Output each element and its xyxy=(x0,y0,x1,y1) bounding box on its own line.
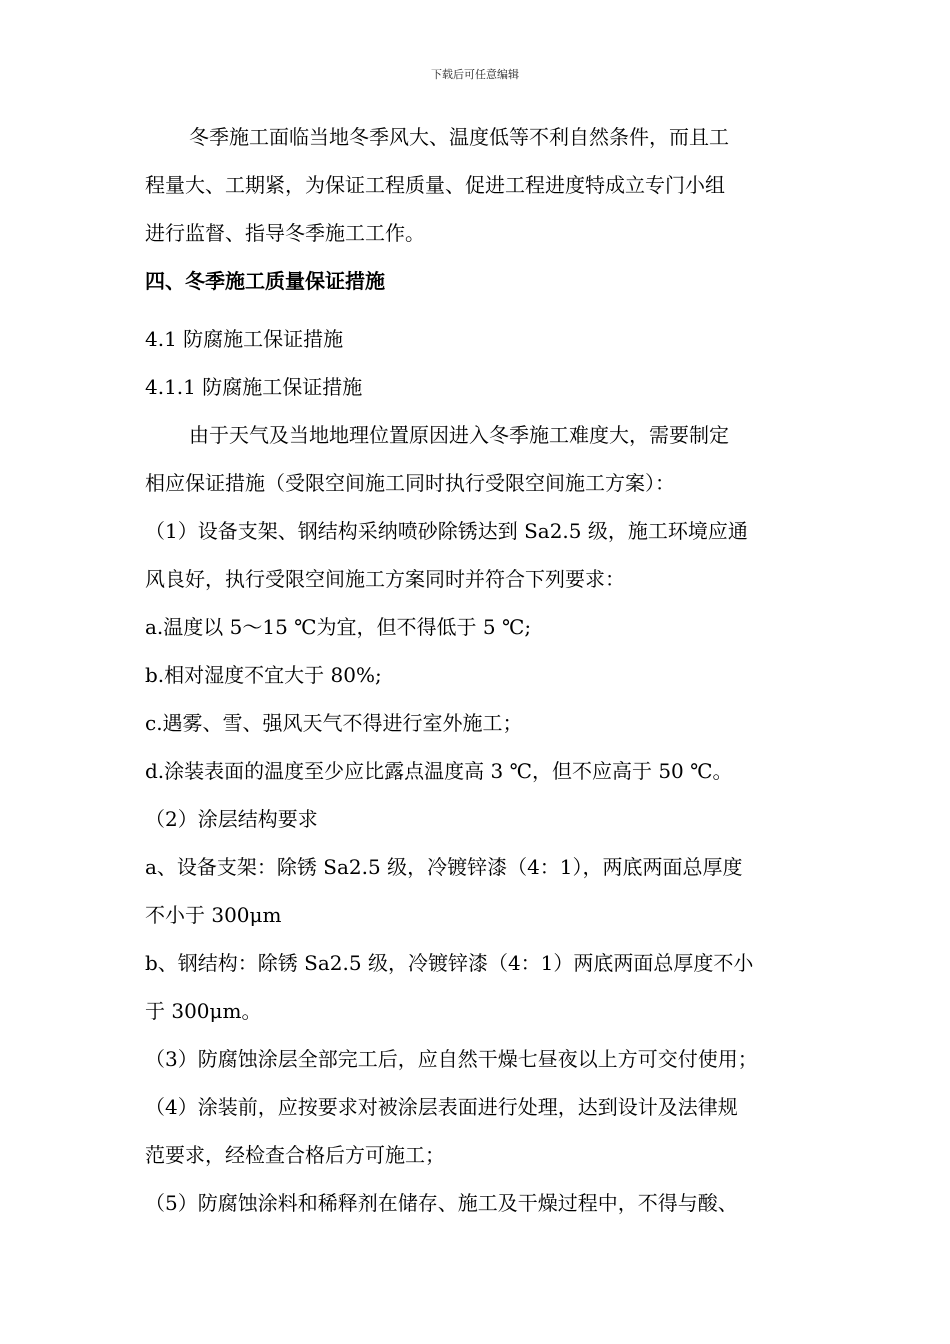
list-item: a.温度以 5～15 ℃为宜，但不得低于 5 ℃; xyxy=(145,615,532,639)
list-item: b.相对湿度不宜大于 80%; xyxy=(145,663,382,687)
paragraph-line: 相应保证措施（受限空间施工同时执行受限空间施工方案）： xyxy=(145,471,675,495)
list-item: （5）防腐蚀涂料和稀释剂在储存、施工及干燥过程中，不得与酸、 xyxy=(145,1191,738,1215)
subsection-heading: 4.1 防腐施工保证措施 xyxy=(145,327,344,351)
list-item: （2）涂层结构要求 xyxy=(145,807,318,831)
page-header: 下载后可任意编辑 xyxy=(431,68,519,81)
list-item: a、设备支架：除锈 Sa2.5 级，冷镀锌漆（4：1），两底两面总厚度 xyxy=(145,855,743,879)
paragraph-line: 冬季施工面临当地冬季风大、温度低等不利自然条件，而且工 xyxy=(189,125,729,149)
paragraph-line: 风良好，执行受限空间施工方案同时并符合下列要求： xyxy=(145,567,625,591)
paragraph-line: 程量大、工期紧，为保证工程质量、促进工程进度特成立专门小组 xyxy=(145,173,725,197)
document-body xyxy=(145,118,817,1232)
list-item: b、钢结构：除锈 Sa2.5 级，冷镀锌漆（4：1）两底两面总厚度不小 xyxy=(145,951,754,975)
subsection-heading: 4.1.1 防腐施工保证措施 xyxy=(145,375,363,399)
list-item: c.遇雾、雪、强风天气不得进行室外施工； xyxy=(145,711,523,735)
list-item: d.涂装表面的温度至少应比露点温度高 3 ℃，但不应高于 50 ℃。 xyxy=(145,759,733,783)
section-heading: 四、冬季施工质量保证措施 xyxy=(145,269,385,293)
paragraph-line: 范要求，经检查合格后方可施工； xyxy=(145,1143,445,1167)
paragraph-line: 不小于 300μm xyxy=(145,903,282,927)
paragraph-line: 由于天气及当地地理位置原因进入冬季施工难度大，需要制定 xyxy=(189,423,729,447)
list-item: （1）设备支架、钢结构采纳喷砂除锈达到 Sa2.5 级，施工环境应通 xyxy=(145,519,748,543)
list-item: （4）涂装前，应按要求对被涂层表面进行处理，达到设计及法律规 xyxy=(145,1095,738,1119)
list-item: （3）防腐蚀涂层全部完工后，应自然干燥七昼夜以上方可交付使用； xyxy=(145,1047,758,1071)
paragraph-line: 于 300μm。 xyxy=(145,999,262,1023)
paragraph-line: 进行监督、指导冬季施工工作。 xyxy=(145,221,425,245)
